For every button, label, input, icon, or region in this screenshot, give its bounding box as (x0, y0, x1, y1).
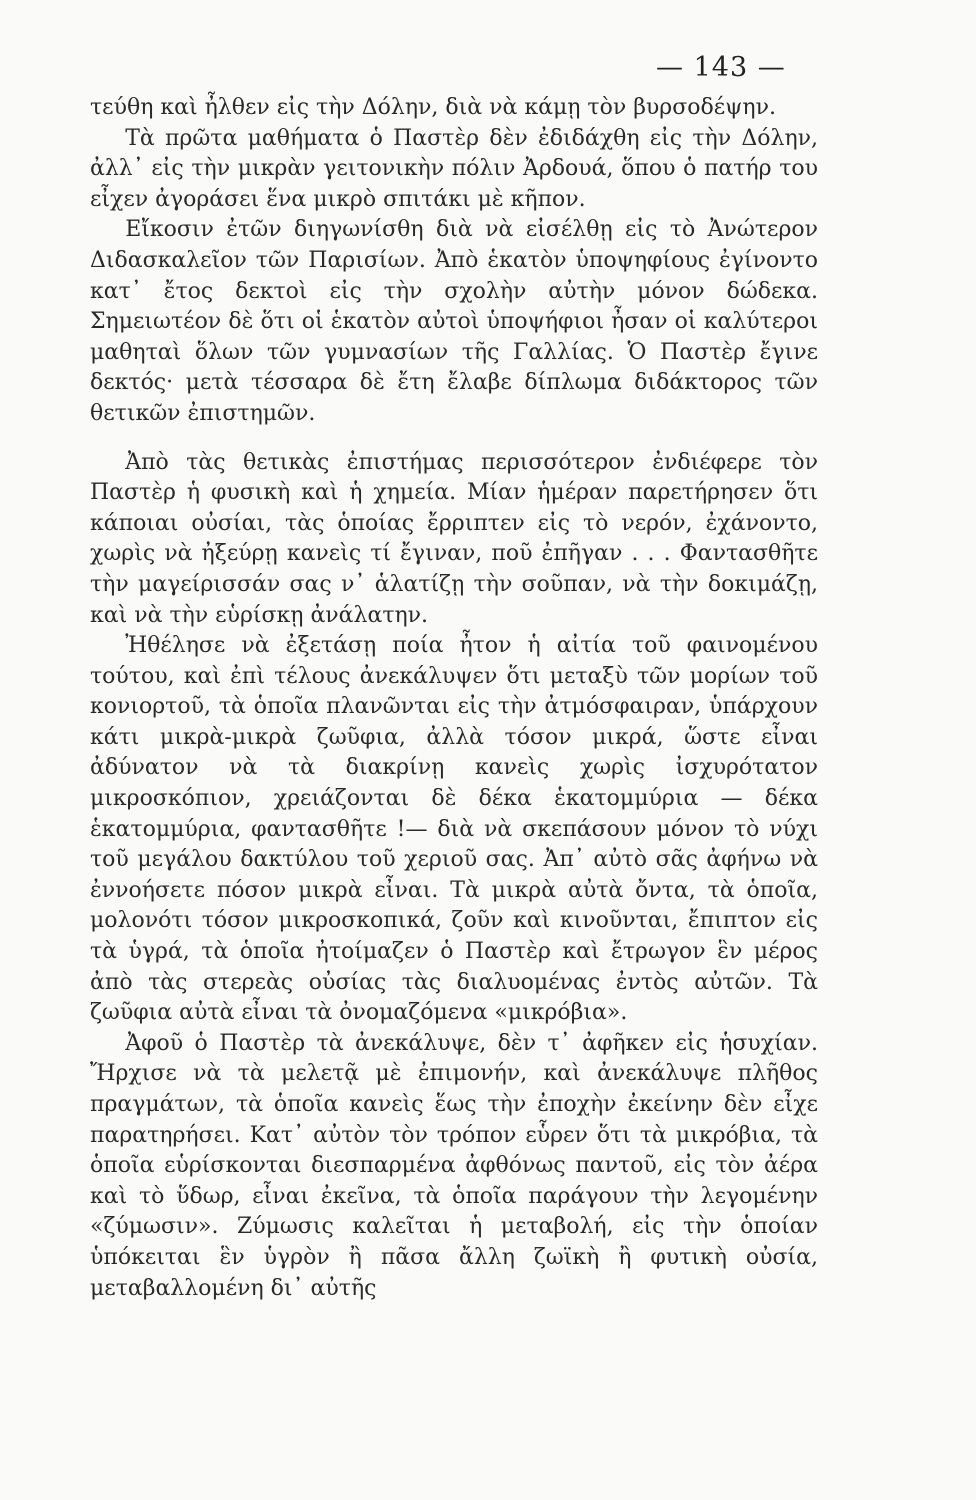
paragraph-microbes-discovery: Ἠθέλησε νὰ ἐξετάσῃ ποία ἦτον ἡ αἰτία τοῦ φαινομένου τούτου, καὶ ἐπὶ τέλους ἀνεκάλυψεν ὅτι μεταξὺ τῶν μορίων τοῦ κονιορτοῦ, τὰ ὁποῖα πλανῶνται εἰς τὴν ἀτμόσφαιραν, ὑπάρχουν κάτι μικρὰ-μικρὰ ζωῦφια, ἀλλὰ τόσον μικρά, ὥστε εἶναι ἀδύνατον νὰ τὰ διακρίνῃ κανεὶς χωρὶς ἰσχυρότατον μικροσκόπιον, χρειάζονται δὲ δέκα ἑκατομμύρια — δέκα ἑκατομμύρια, φαντασθῆτε !— διὰ νὰ σκεπάσουν μόνον τὸ νύχι τοῦ μεγάλου δακτύλου τοῦ χεριοῦ σας. Ἀπ᾽ αὐτὸ σᾶς ἀφήνω νὰ ἐννοήσετε πόσον μικρὰ εἶναι. Τὰ μικρὰ αὐτὰ ὄντα, τὰ ὁποῖα, μολονότι τόσον μικροσκοπικά, ζοῦν καὶ κινοῦνται, ἔπιπτον εἰς τὰ ὑγρά, τὰ ὁποῖα ἠτοίμαζεν ὁ Παστὲρ καὶ ἔτρωγον ἓν μέρος ἀπὸ τὰς στερεὰς οὐσίας τὰς διαλυομένας ἐντὸς αὐτῶν. Τὰ ζωῦφια αὐτὰ εἶναι τὰ ὀνομαζόμενα «μικρόβια». (90, 633, 818, 1026)
paragraph-fermentation: Ἀφοῦ ὁ Παστὲρ τὰ ἀνεκάλυψε, δὲν τ᾽ ἀφῆκεν εἰς ἡσυχίαν. Ἤρχισε νὰ τὰ μελετᾷ μὲ ἐπιμονήν, καὶ ἀνεκάλυψε πλῆθος πραγμάτων, τὰ ὁποῖα κανεὶς ἕως τὴν ἐποχὴν ἐκείνην δὲν εἶχε παρατηρήσει. Κατ᾽ αὐτὸν τὸν τρόπον εὗρεν ὅτι τὰ μικρόβια, τὰ ὁποῖα εὑρίσκονται διεσπαρμένα ἀφθόνως παντοῦ, εἰς τὸν ἀέρα καὶ τὸ ὕδωρ, εἶναι ἐκεῖνα, τὰ ὁποῖα παράγουν τὴν λεγομένην «ζύμωσιν». Ζύμωσις καλεῖται ἡ μεταβολή, εἰς τὴν ὁποίαν ὑπόκειται ἓν ὑγρὸν ἢ πᾶσα ἄλλη ζωϊκὴ ἢ φυτικὴ οὐσία, μεταβαλλομένη δι᾽ αὐτῆς (90, 1030, 818, 1301)
paragraph-first-lessons: Τὰ πρῶτα μαθήματα ὁ Παστὲρ δὲν ἐδιδάχθη εἰς τὴν Δόλην, ἀλλ᾽ εἰς τὴν μικρὰν γειτονικὴν πόλιν Ἀρδουά, ὅπου ὁ πατήρ του εἶχεν ἀγοράσει ἕνα μικρὸ σπιτάκι μὲ κῆπον. (90, 125, 818, 212)
body-text (90, 93, 818, 1304)
paragraph-higher-school: Εἴκοσιν ἐτῶν διηγωνίσθη διὰ νὰ εἰσέλθῃ εἰς τὸ Ἀνώτερον Διδασκαλεῖον τῶν Παρισίων. Ἀπὸ ἑκατὸν ὑποψηφίους ἐγίνοντο κατ᾽ ἔτος δεκτοὶ εἰς τὴν σχολὴν αὐτὴν μόνον δώδεκα. Σημειωτέον δὲ ὅτι οἱ ἑκατὸν αὐτοὶ ὑποψήφιοι ἦσαν οἱ καλύτεροι μαθηταὶ ὅλων τῶν γυμνασίων τῆς Γαλλίας. Ὁ Παστὲρ ἔγινε δεκτός· μετὰ τέσσαρα δὲ ἔτη ἔλαβε δίπλωμα διδάκτορος τῶν θετικῶν ἐπιστημῶν. (90, 217, 818, 426)
page-number: — 143 — (656, 52, 786, 83)
paragraph-continuation: τεύθη καὶ ἦλθεν εἰς τὴν Δόλην, διὰ νὰ κάμῃ τὸν βυρσοδέψην. (90, 95, 776, 120)
paragraph-physics-chemistry: Ἀπὸ τὰς θετικὰς ἐπιστήμας περισσότερον ἐνδιέφερε τὸν Παστὲρ ἡ φυσικὴ καὶ ἡ χημεία. Μίαν ἡμέραν παρετήρησεν ὅτι κάποιαι οὐσίαι, τὰς ὁποίας ἔρριπτεν εἰς τὸ νερόν, ἐχάνοντο, χωρὶς νὰ ἠξεύρῃ κανεὶς τί ἔγιναν, ποῦ ἐπῆγαν . . . Φαντασθῆτε τὴν μαγείρισσάν σας ν᾽ ἁλατίζῃ τὴν σοῦπαν, νὰ τὴν δοκιμάζῃ, καὶ νὰ τὴν εὑρίσκῃ ἀνάλατην. (90, 449, 818, 628)
